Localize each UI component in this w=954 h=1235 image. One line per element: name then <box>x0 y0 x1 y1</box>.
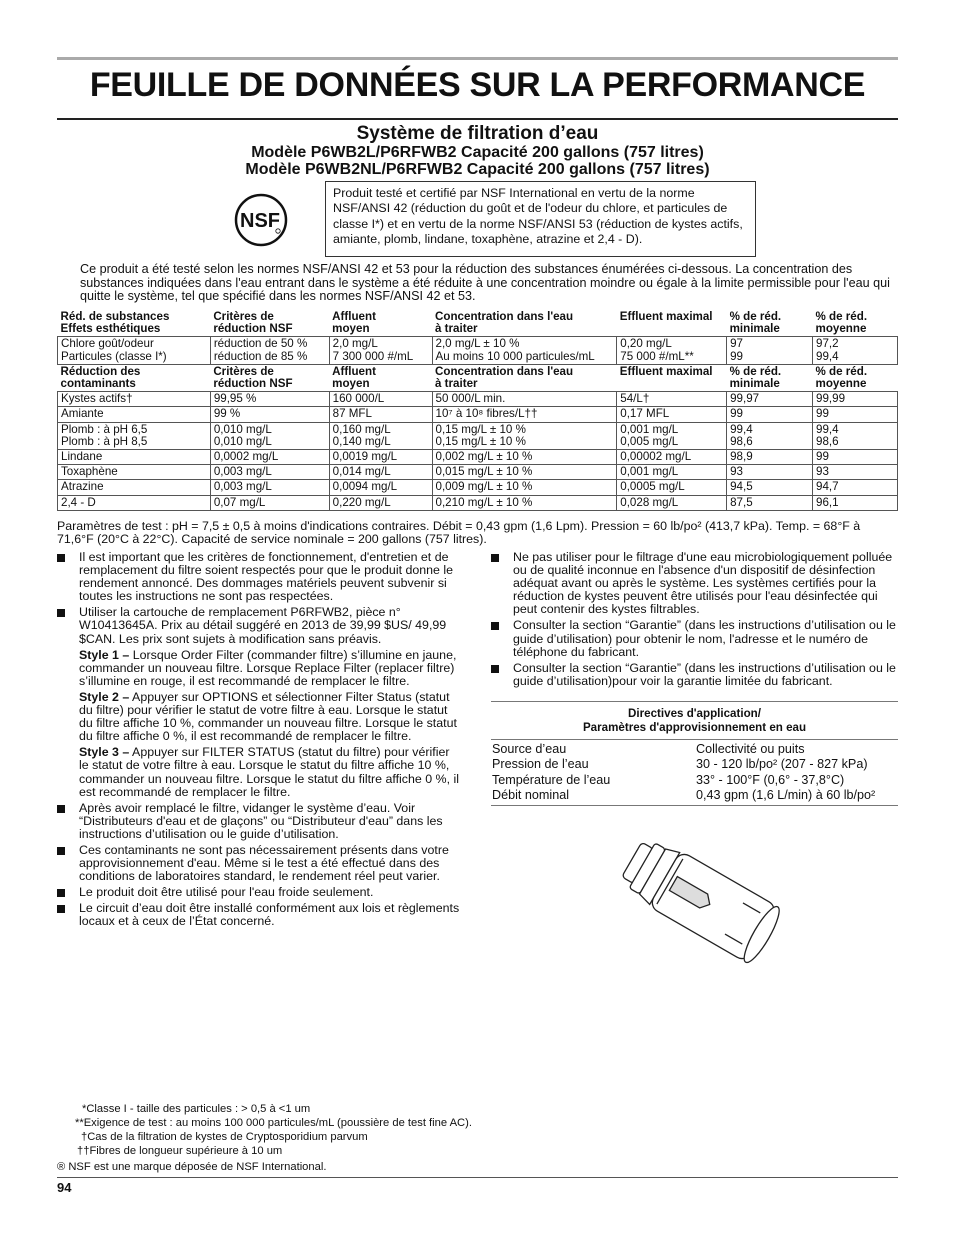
table-cell: 0,0094 mg/L <box>329 480 432 495</box>
directives-box <box>491 701 898 806</box>
table-cell: 0,220 mg/L <box>329 495 432 510</box>
table-cell: 0,010 mg/L 0,010 mg/L <box>210 422 329 449</box>
list-item: Ne pas utiliser pour le filtrage d'une eau microbiologiquement polluée ou de qualité inconnue en l'absence d'un dispositif de désinfection adéquat avant ou après le système. Les systèmes certifiés pour la réduction de kystes peuvent être utilisés pour l'eau désinfectée qui peut contenir des kystes filtrables. <box>491 551 898 616</box>
table-row <box>58 450 898 465</box>
table-cell: 87,5 <box>727 495 813 510</box>
performance-table <box>57 310 898 511</box>
list-item: Après avoir remplacé le filtre, vidanger le système d’eau. Voir “Distributeurs d'eau et de glaçons” ou “Distributeur d'eau” dans les instructions d’utilisation ou le guide d’utilisation. <box>57 802 461 841</box>
table-cell: 0,07 mg/L <box>210 495 329 510</box>
bullet-square-icon <box>491 622 499 630</box>
table-cell: Concentration dans l'eau à traiter <box>435 364 574 391</box>
style-1-note: Style 1 – Lorsque Order Filter (commander filtre) s’illumine en jaune, commander un nouveau filtre. Lorsque Replace Filter (replacer filtre) s’illumine en rouge, il est recommandé de remplacer le filtre. <box>79 647 457 688</box>
table-cell: 96,1 <box>813 495 898 510</box>
footnote: ††Fibres de longueur supérieure à 10 um <box>77 1145 283 1157</box>
table-cell: 99 <box>813 407 898 422</box>
table-cell: 2,0 mg/L 7 300 000 #/mL <box>329 337 432 364</box>
table-cell: 99 <box>727 407 813 422</box>
table-header-row <box>58 310 898 337</box>
table-cell: 0,014 mg/L <box>329 465 432 480</box>
table-cell: Affluent moyen <box>332 364 376 391</box>
table-cell: 94,5 <box>727 480 813 495</box>
table-cell: 0,003 mg/L <box>210 465 329 480</box>
table-cell: Amiante <box>58 407 211 422</box>
table-row <box>58 422 898 449</box>
bullet-square-icon <box>57 889 65 897</box>
table-cell: Critères de réduction NSF <box>213 364 293 391</box>
table-cell: Plomb : à pH 6,5 Plomb : à pH 8,5 <box>58 422 211 449</box>
bullet-square-icon <box>491 665 499 673</box>
table-row <box>58 465 898 480</box>
table-row <box>58 480 898 495</box>
table-cell: 99 <box>813 450 898 465</box>
list-item: Il est important que les critères de fonctionnement, d'entretien et de remplacement du filtre soient respectés pour que le produit donne le rendement annoncé. Des dommages matériels peuvent subvenir si toutes les instructions ne sont pas respectées. <box>57 551 461 603</box>
footnote: *Classe I - taille des particules : > 0,5 à <1 um <box>82 1103 311 1115</box>
bullet-square-icon <box>57 805 65 813</box>
footnote: ® NSF est une marque déposée de NSF International. <box>57 1161 327 1173</box>
table-cell: 97 99 <box>727 337 813 364</box>
table-cell: 0,0005 mg/L <box>617 480 727 495</box>
filter-cartridge-image <box>600 826 790 966</box>
bullet-square-icon <box>57 554 65 562</box>
table-cell: 0,028 mg/L <box>617 495 727 510</box>
list-item: Utiliser la cartouche de remplacement P6RFWB2, pièce n° W10413645A. Prix au détail suggéré en 2013 de 39,99 $US/ 49,99 $CAN. Les prix sont sujets à modification sans préavis. <box>57 606 461 645</box>
table-cell: 54/L† <box>617 392 727 407</box>
bullet-square-icon <box>491 554 499 562</box>
table-cell: % de réd. minimale <box>729 364 782 391</box>
table-cell: 99,97 <box>727 392 813 407</box>
table-cell: 0,160 mg/L 0,140 mg/L <box>329 422 432 449</box>
footnote: **Exigence de test : au moins 100 000 particules/mL (poussière de test fine AC). <box>75 1117 472 1129</box>
table-cell: Lindane <box>58 450 211 465</box>
table-cell: 93 <box>727 465 813 480</box>
table-cell: 0,20 mg/L 75 000 #/mL** <box>617 337 727 364</box>
directive-row: Débit nominal 0,43 gpm (1,6 L/min) à 60 lb/po² <box>492 787 876 802</box>
nsf-certification-box: Produit testé et certifié par NSF International en vertu de la norme NSF/ANSI 42 (réduction du goût et de l'odeur du chlore, et particules de classe I*) et en vertu de la norme NSF/ANSI 53 (réduction de kystes actifs, amiante, plomb, lindane, toxaphène, atrazine et 2,4 - D). <box>325 181 756 257</box>
model-line-2: Modèle P6WB2NL/P6RFWB2 Capacité 200 gallons (757 litres) <box>245 161 710 178</box>
table-cell: Réduction des contaminants <box>60 364 141 391</box>
table-cell: 2,0 mg/L ± 10 % Au moins 10 000 particules/mL <box>432 337 617 364</box>
list-item: Le produit doit être utilisé pour l'eau froide seulement. <box>57 886 461 899</box>
table-cell: 0,00002 mg/L <box>617 450 727 465</box>
table-cell: 99,99 <box>813 392 898 407</box>
table-cell: 10⁷ à 10⁸ fibres/L†† <box>432 407 617 422</box>
table-cell: Effluent maximal <box>619 310 713 323</box>
page-number: 94 <box>57 1180 72 1195</box>
table-cell: 94,7 <box>813 480 898 495</box>
table-cell: 2,4 - D <box>58 495 211 510</box>
table-cell: Réd. de substances Effets esthétiques <box>60 310 170 336</box>
bullet-square-icon <box>57 847 65 855</box>
table-cell: 0,15 mg/L ± 10 % 0,15 mg/L ± 10 % <box>432 422 617 449</box>
table-cell: Affluent moyen <box>332 310 376 336</box>
footnote: †Cas de la filtration de kystes de Cryptosporidium parvum <box>81 1131 368 1143</box>
directives-title: Directives d'application/ Paramètres d'approvisionnement en eau <box>582 707 807 734</box>
table-cell: 0,002 mg/L ± 10 % <box>432 450 617 465</box>
table-cell: % de réd. minimale <box>729 310 782 336</box>
list-item: Consulter la section “Garantie” (dans les instructions d’utilisation ou le guide d’utilisation) pour obtenir le nom, l'adresse et le numéro de téléphone du fabricant. <box>491 619 898 658</box>
table-cell: Atrazine <box>58 480 211 495</box>
right-bullet-column <box>491 551 898 691</box>
table-cell: Kystes actifs† <box>58 392 211 407</box>
table-cell: 160 000/L <box>329 392 432 407</box>
directive-row: Pression de l’eau 30 - 120 lb/po² (207 - 827 kPa) <box>492 757 868 772</box>
table-cell: % de réd. moyenne <box>815 364 868 391</box>
left-bullet-column <box>57 551 461 932</box>
table-cell: Critères de réduction NSF <box>213 310 293 336</box>
table-header-row <box>58 364 898 391</box>
table-cell: Concentration dans l'eau à traiter <box>435 310 574 336</box>
list-item: Ces contaminants ne sont pas nécessairement présents dans votre approvisionnement d'eau. Même si le test a été effectué dans des conditions de laboratoires standard, le rendement réel peut varier. <box>57 844 461 883</box>
table-cell: 99,4 98,6 <box>727 422 813 449</box>
test-parameters: Paramètres de test : pH = 7,5 ± 0,5 à moins d'indications contraires. Débit = 0,43 gpm (1,6 Lpm). Pression = 60 lb/po² (413,7 kPa). Temp. = 68°F à 71,6°F (20°C à 22°C). Capacité de service nominale = 200 gallons (757 litres). <box>57 519 861 547</box>
table-cell: 0,015 mg/L ± 10 % <box>432 465 617 480</box>
table-cell: réduction de 50 % réduction de 85 % <box>210 337 329 364</box>
table-cell: 99,95 % <box>210 392 329 407</box>
table-cell: 50 000/L min. <box>432 392 617 407</box>
table-row <box>58 337 898 364</box>
table-cell: 98,9 <box>727 450 813 465</box>
intro-paragraph: Ce produit a été testé selon les normes NSF/ANSI 42 et 53 pour la réduction des substances énumérées ci-dessous. La concentration des substances indiquées dans l'eau entrant dans le système a été réduite à une concentration moindre ou égale à la limite permissible pour l'eau qui quitte le système, tel que spécifié dans les normes NSF/ANSI 42 et 53. <box>80 262 890 304</box>
table-cell: Effluent maximal <box>619 364 713 378</box>
list-item: Consulter la section “Garantie” (dans les instructions d’utilisation ou le guide d’utilisation)pour voir la garantie limitée du fabricant. <box>491 662 898 688</box>
table-cell: Toxaphène <box>58 465 211 480</box>
style-3-note: Style 3 – Appuyer sur FILTER STATUS (statut du filtre) pour vérifier le statut de votre filtre à eau. Lorsque le statut du filtre affiche 10 %, commander un nouveau filtre. Lorsque le statut du filtre affiche 0 %, il est recommandé de remplacer le filtre. <box>79 745 459 799</box>
table-row <box>58 495 898 510</box>
directive-row: Source d’eau Collectivité ou puits <box>492 742 805 756</box>
bottom-rule <box>57 1177 898 1178</box>
table-cell: 99 % <box>210 407 329 422</box>
table-cell: 0,0019 mg/L <box>329 450 432 465</box>
table-cell: 0,210 mg/L ± 10 % <box>432 495 617 510</box>
table-cell: 0,009 mg/L ± 10 % <box>432 480 617 495</box>
table-cell: 0,001 mg/L <box>617 465 727 480</box>
title-rule <box>57 118 898 120</box>
system-title: Système de filtration d’eau <box>356 123 599 144</box>
nsf-logo-icon <box>234 193 288 247</box>
nsf-logo-text: NSF <box>240 210 280 232</box>
table-cell: 0,17 MFL <box>617 407 727 422</box>
table-cell: 0,003 mg/L <box>210 480 329 495</box>
table-cell: Chlore goût/odeur Particules (classe I*) <box>58 337 211 364</box>
list-item: Le circuit d’eau doit être installé conformément aux lois et règlements locaux et à ceux de l’État concerné. <box>57 902 461 928</box>
footnotes <box>57 1102 472 1174</box>
bullet-square-icon <box>57 609 65 617</box>
page-title: FEUILLE DE DONNÉES SUR LA PERFORMANCE <box>89 66 866 104</box>
table-cell: 87 MFL <box>329 407 432 422</box>
top-rule <box>57 57 898 60</box>
model-line-1: Modèle P6WB2L/P6RFWB2 Capacité 200 gallons (757 litres) <box>251 144 704 161</box>
table-row <box>58 392 898 407</box>
table-cell: 93 <box>813 465 898 480</box>
table-cell: 0,001 mg/L 0,005 mg/L <box>617 422 727 449</box>
table-row <box>58 407 898 422</box>
table-cell: 0,0002 mg/L <box>210 450 329 465</box>
table-cell: 97,2 99,4 <box>813 337 898 364</box>
directive-row: Température de l’eau 33° - 100°F (0,6° - 37,8°C) <box>492 772 845 787</box>
style-2-note: Style 2 – Appuyer sur OPTIONS et sélectionner Filter Status (statut du filtre) pour vérifier le statut de votre filtre à eau. Lorsque le statut du filtre affiche 10 %, commander un nouveau filtre. Lorsque le statut du filtre affiche 0 %, il est recommandé de remplacer le filtre. <box>79 689 457 744</box>
table-cell: % de réd. moyenne <box>815 310 868 336</box>
bullet-square-icon <box>57 905 65 913</box>
table-cell: 99,4 98,6 <box>813 422 898 449</box>
